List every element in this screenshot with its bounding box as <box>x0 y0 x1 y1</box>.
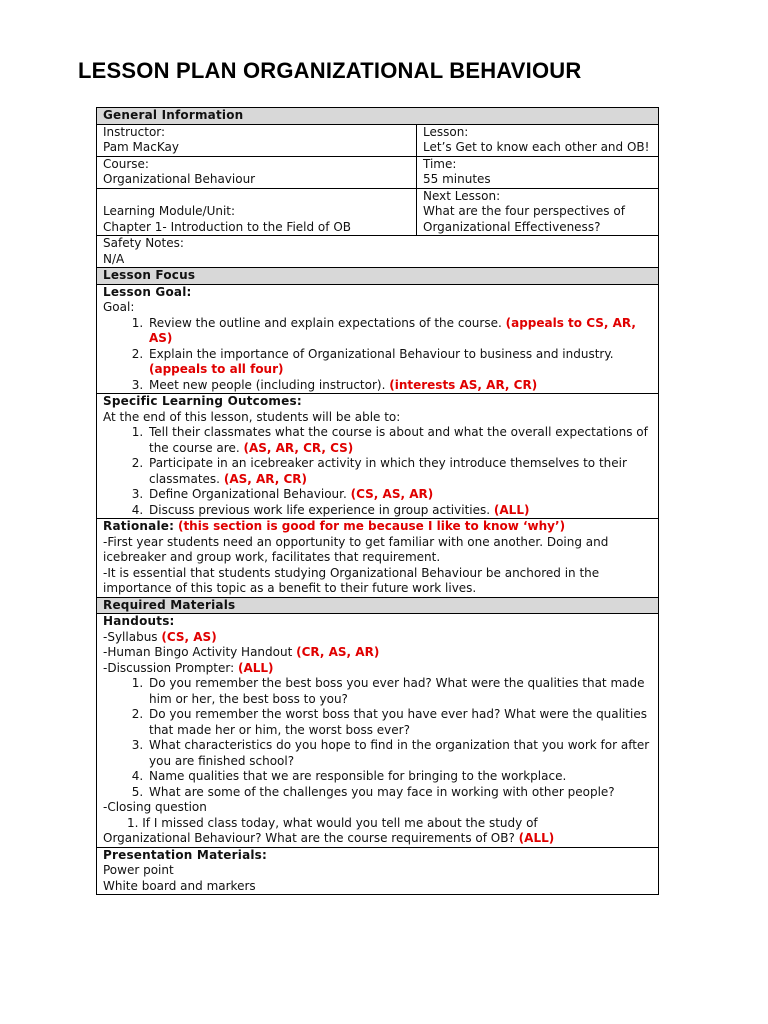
handout-prompter: -Discussion Prompter: <box>103 660 235 675</box>
outcomes-title: Specific Learning Outcomes: <box>103 394 302 408</box>
outcomes-intro: At the end of this lesson, students will be able to: <box>103 409 401 424</box>
handout-syllabus: -Syllabus <box>103 629 158 644</box>
closing-tag: (ALL) <box>518 831 555 845</box>
safety-row <box>97 236 659 268</box>
outcomes-list <box>103 425 652 518</box>
presentation-cell <box>97 847 659 895</box>
course-label: Course: <box>103 156 149 171</box>
handouts-row <box>97 614 659 848</box>
goal-tag: (interests AS, AR, CR) <box>389 377 538 392</box>
lesson-plan-table <box>96 107 659 895</box>
time-value: 55 minutes <box>423 172 491 186</box>
instructor-lesson-row <box>97 124 659 156</box>
document-title: LESSON PLAN ORGANIZATIONAL BEHAVIOUR <box>78 58 582 83</box>
handouts-title: Handouts: <box>103 614 175 628</box>
goal-tag: (appeals to CS, AR, AS) <box>149 315 636 345</box>
list-item <box>147 456 652 487</box>
module-label: Learning Module/Unit: <box>103 204 236 218</box>
goal-label: Goal: <box>103 300 135 314</box>
handout-syllabus-tag: (CS, AS) <box>161 629 217 644</box>
list-item: 5. What are some of the challenges you may face in working with other people? <box>147 785 652 801</box>
lesson-goal-title: Lesson Goal: <box>103 284 192 299</box>
rationale-row <box>97 519 659 598</box>
list-item: 1. Do you remember the best boss you ever had? What were the qualities that made him or her, the best boss to you? <box>147 676 652 707</box>
handout-prompter-tag: (ALL) <box>237 660 274 675</box>
course-cell <box>97 156 417 188</box>
goal-text: Meet new people (including instructor). <box>149 377 386 392</box>
rationale-tag: (this section is good for me because I like to know ‘why’) <box>177 519 566 533</box>
presentation-row <box>97 847 659 895</box>
list-item <box>147 425 652 456</box>
closing-label: -Closing question <box>103 800 207 814</box>
module-cell <box>97 188 417 236</box>
goal-text: Explain the importance of Organizational Behaviour to business and industry. <box>149 346 614 361</box>
lesson-goal-row <box>97 284 659 394</box>
safety-label: Safety Notes: <box>103 236 184 250</box>
general-info-header: General Information <box>97 108 659 125</box>
presentation-item-2: White board and markers <box>103 878 256 893</box>
handouts-cell <box>97 614 659 848</box>
lesson-focus-header: Lesson Focus <box>97 268 659 285</box>
time-cell <box>417 156 659 188</box>
outcome-tag: (AS, AR, CR, CS) <box>243 440 354 455</box>
lesson-cell <box>417 124 659 156</box>
module-value: Chapter 1- Introduction to the Field of OB <box>103 219 351 234</box>
materials-header: Required Materials <box>97 597 659 614</box>
list-item: 4. Name qualities that we are responsible for bringing to the workplace. <box>147 769 652 785</box>
goal-tag: (appeals to all four) <box>149 362 284 376</box>
rationale-cell <box>97 519 659 598</box>
rationale-paragraph-2: -It is essential that students studying Organizational Behaviour be anchored in the importance of this topic as a benefit to their future work lives. <box>103 565 600 595</box>
lesson-focus-header-row <box>97 268 659 285</box>
next-lesson-cell <box>417 188 659 236</box>
rationale-title: Rationale: <box>103 519 175 533</box>
outcome-text: Discuss previous work life experience in group activities. <box>149 502 491 517</box>
outcome-tag: (AS, AR, CR) <box>223 471 307 486</box>
rationale-paragraph-1: -First year students need an opportunity to get familiar with one another. Doing and icebreaker and group work, facilitates that requirement. <box>103 534 609 564</box>
handout-bingo-tag: (CR, AS, AR) <box>296 645 380 659</box>
lesson-goal-cell <box>97 284 659 394</box>
list-item: 3. What characteristics do you hope to find in the organization that you work for after you are finished school? <box>147 738 652 769</box>
handout-bingo: -Human Bingo Activity Handout <box>103 645 293 659</box>
outcomes-row <box>97 394 659 519</box>
goal-text: Review the outline and explain expectations of the course. <box>149 315 502 330</box>
materials-header-row <box>97 597 659 614</box>
closing-line-1: 1. If I missed class today, what would you tell me about the study of <box>127 815 538 830</box>
lesson-value: Let’s Get to know each other and OB! <box>423 140 650 154</box>
instructor-cell <box>97 124 417 156</box>
next-lesson-label: Next Lesson: <box>423 188 501 203</box>
prompt-list <box>103 676 652 800</box>
list-item: 2. Do you remember the worst boss that you have ever had? What were the qualities that made her or him, the worst boss ever? <box>147 707 652 738</box>
list-item <box>147 347 652 378</box>
outcomes-cell <box>97 394 659 519</box>
list-item <box>147 378 652 394</box>
safety-cell <box>97 236 659 268</box>
general-info-header-row <box>97 108 659 125</box>
module-next-row <box>97 188 659 236</box>
list-item <box>147 503 652 519</box>
outcome-text: Tell their classmates what the course is about and what the overall expectations of the course are. <box>149 425 648 455</box>
outcome-text: Participate in an icebreaker activity in which they introduce themselves to their classmates. <box>149 456 627 486</box>
next-lesson-value: What are the four perspectives of Organizational Effectiveness? <box>423 204 625 234</box>
course-value: Organizational Behaviour <box>103 172 256 186</box>
outcome-tag: (CS, AS, AR) <box>350 487 434 501</box>
outcome-tag: (ALL) <box>493 502 530 517</box>
instructor-value: Pam MacKay <box>103 140 179 154</box>
goal-list <box>103 316 652 394</box>
outcome-text: Define Organizational Behaviour. <box>149 487 347 501</box>
instructor-label: Instructor: <box>103 124 166 139</box>
lesson-label: Lesson: <box>423 124 469 139</box>
closing-line-2: Organizational Behaviour? What are the course requirements of OB? <box>103 831 515 845</box>
safety-value: N/A <box>103 251 125 266</box>
list-item <box>147 316 652 347</box>
presentation-item-1: Power point <box>103 863 174 877</box>
time-label: Time: <box>423 156 457 171</box>
course-time-row <box>97 156 659 188</box>
presentation-title: Presentation Materials: <box>103 847 268 862</box>
list-item <box>147 487 652 503</box>
lesson-plan-table-wrapper <box>96 107 658 895</box>
